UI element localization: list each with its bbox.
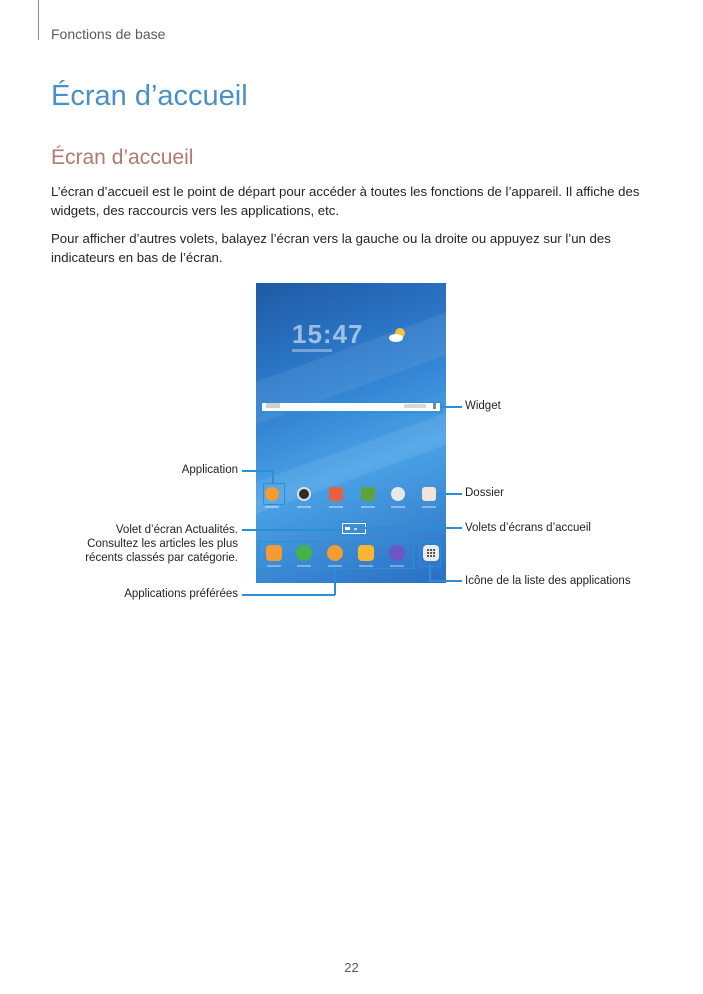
widget-highlight — [260, 402, 442, 413]
app-icon-play — [391, 487, 405, 501]
page-title: Écran d’accueil — [51, 80, 248, 112]
callout-favorite-apps: Applications préférées — [124, 588, 238, 600]
callout-home-panels: Volets d’écrans d’accueil — [465, 522, 591, 534]
callout-news-panel: Volet d’écran Actualités. Consultez les articles les plus récents classés par catégorie. — [85, 524, 238, 564]
folder-icon — [422, 487, 436, 501]
callout-apps-list-icon: Icône de la liste des applications — [465, 575, 631, 587]
apps-icon-highlight — [419, 541, 441, 567]
clock-widget: 15:47 — [292, 319, 364, 349]
app-icon-camera — [297, 487, 311, 501]
application-highlight — [263, 483, 285, 505]
indicators-highlight — [341, 522, 367, 536]
section-subtitle: Écran d’accueil — [51, 146, 194, 169]
paragraph-volets: Pour afficher d’autres volets, balayez l’écran vers la gauche ou la droite ou appuyez sur l’un des indicateurs en bas de l’écran. — [51, 231, 611, 265]
callout-widget: Widget — [465, 400, 501, 412]
callout-application: Application — [181, 464, 238, 476]
weather-icon — [388, 325, 408, 345]
home-screen-illustration — [256, 283, 446, 583]
app-icon-games — [361, 487, 375, 501]
favorites-highlight — [258, 541, 414, 569]
page-number: 22 — [344, 960, 359, 975]
callout-dossier: Dossier — [465, 487, 504, 499]
clock-date-line — [292, 349, 332, 352]
section-header: Fonctions de base — [51, 26, 166, 42]
app-icon-email — [329, 487, 343, 501]
paragraph-intro: L’écran d’accueil est le point de départ pour accéder à toutes les fonctions de l’appareil. Il affiche des widgets, des raccourcis vers les applications, etc. — [51, 184, 640, 218]
header-rule — [38, 0, 39, 40]
